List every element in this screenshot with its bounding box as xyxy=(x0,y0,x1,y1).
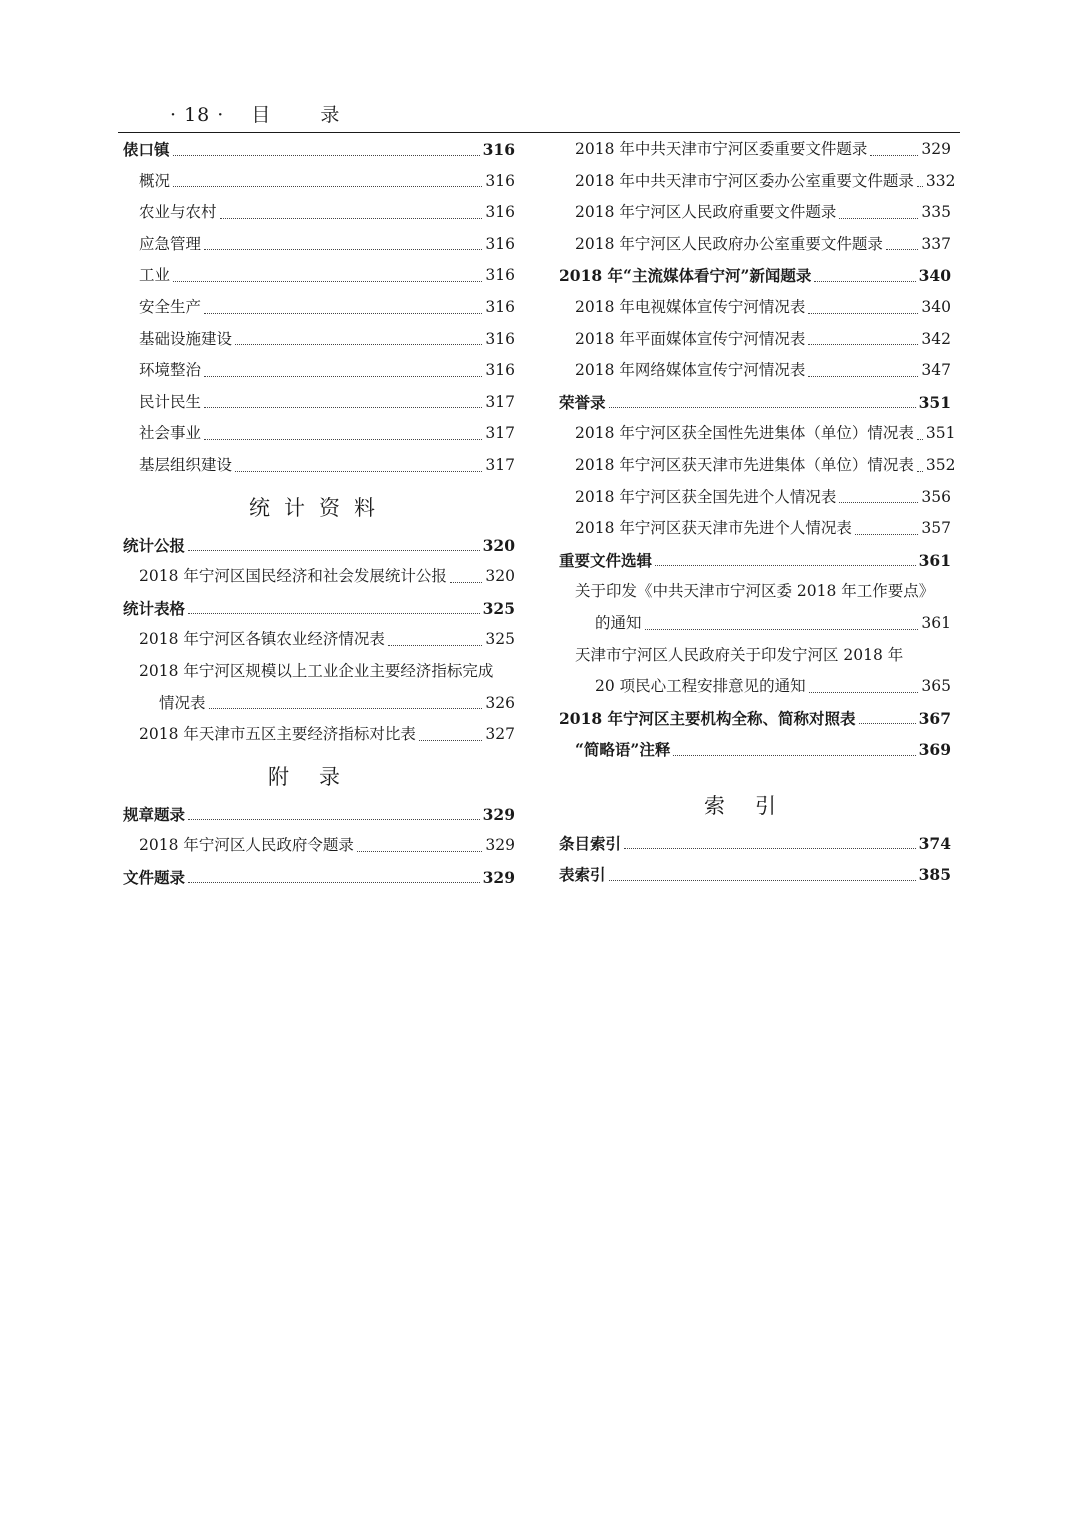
toc-entry[interactable]: 2018 年宁河区各镇农业经济情况表 325 xyxy=(139,630,515,649)
toc-entry[interactable]: 工业 316 xyxy=(139,266,515,285)
toc-entry[interactable]: 2018 年天津市五区主要经济指标对比表 327 xyxy=(139,725,515,744)
toc-entry[interactable]: 2018 年宁河区获天津市先进集体（单位）情况表 352 xyxy=(575,455,956,474)
page-title: 目 录 xyxy=(251,104,362,126)
toc-entry[interactable]: 环境整治 316 xyxy=(139,361,515,380)
toc-entry[interactable]: 2018 年中共天津市宁河区委重要文件题录 329 xyxy=(575,140,951,158)
toc-entry[interactable]: 2018 年宁河区获全国性先进集体（单位）情况表 351 xyxy=(575,424,956,443)
toc-entry[interactable]: 条目索引 374 xyxy=(559,833,951,853)
toc-entry[interactable]: “简略语”注释 369 xyxy=(575,740,951,760)
toc-entry[interactable]: 2018 年“主流媒体看宁河”新闻题录 340 xyxy=(559,266,951,286)
section-heading-index: 索引 xyxy=(704,793,806,818)
toc-entry[interactable]: 的通知 361 xyxy=(595,613,951,632)
header-rule xyxy=(118,132,960,133)
toc-entry[interactable]: 2018 年宁河区主要机构全称、简称对照表 367 xyxy=(559,708,951,728)
toc-entry[interactable]: 基础设施建设 316 xyxy=(139,329,515,348)
toc-entry[interactable]: 统计公报 320 xyxy=(123,535,515,555)
toc-entry[interactable]: 2018 年宁河区国民经济和社会发展统计公报 320 xyxy=(139,567,515,586)
toc-entry[interactable]: 社会事业 317 xyxy=(139,424,515,443)
section-heading-statistics: 统计资料 xyxy=(249,495,389,520)
toc-entry[interactable]: 2018 年网络媒体宣传宁河情况表 347 xyxy=(575,361,951,380)
toc-entry[interactable]: 概况 316 xyxy=(139,171,515,190)
toc-entry[interactable]: 2018 年中共天津市宁河区委办公室重要文件题录 332 xyxy=(575,171,956,190)
toc-entry[interactable]: 2018 年宁河区人民政府办公室重要文件题录 337 xyxy=(575,234,951,253)
toc-entry[interactable]: 20 项民心工程安排意见的通知 365 xyxy=(595,677,951,696)
toc-entry[interactable]: 2018 年电视媒体宣传宁河情况表 340 xyxy=(575,297,951,316)
section-heading-appendix: 附录 xyxy=(268,764,370,789)
toc-entry[interactable]: 农业与农村 316 xyxy=(139,203,515,222)
page-number: · 18 · xyxy=(170,104,225,126)
toc-entry-line[interactable]: 2018 年宁河区规模以上工业企业主要经济指标完成 xyxy=(139,661,494,680)
toc-entry[interactable]: 情况表 326 xyxy=(159,693,515,712)
toc-entry-line[interactable]: 天津市宁河区人民政府关于印发宁河区 2018 年 xyxy=(575,645,904,664)
toc-entry-line[interactable]: 关于印发《中共天津市宁河区委 2018 年工作要点》 xyxy=(575,582,935,601)
toc-entry[interactable]: 应急管理 316 xyxy=(139,234,515,253)
toc-entry[interactable]: 规章题录 329 xyxy=(123,804,515,824)
page-header xyxy=(170,100,361,127)
toc-entry[interactable]: 2018 年宁河区人民政府重要文件题录 335 xyxy=(575,203,951,222)
toc-left-column xyxy=(123,134,515,893)
toc-entry[interactable]: 2018 年宁河区获全国先进个人情况表 356 xyxy=(575,487,951,506)
toc-entry[interactable]: 2018 年宁河区人民政府令题录 329 xyxy=(139,836,515,855)
toc-right-column xyxy=(559,134,956,891)
toc-entry[interactable]: 安全生产 316 xyxy=(139,297,515,316)
toc-entry[interactable]: 文件题录 329 xyxy=(123,867,515,887)
toc-entry[interactable]: 表索引 385 xyxy=(559,865,951,885)
toc-entry[interactable]: 重要文件选辑 361 xyxy=(559,550,951,570)
toc-entry[interactable]: 2018 年平面媒体宣传宁河情况表 342 xyxy=(575,329,951,348)
toc-entry[interactable]: 2018 年宁河区获天津市先进个人情况表 357 xyxy=(575,519,951,538)
toc-entry[interactable]: 荣誉录 351 xyxy=(559,392,951,412)
toc-entry[interactable]: 民计民生 317 xyxy=(139,392,515,411)
toc-entry[interactable]: 俵口镇 316 xyxy=(123,140,515,159)
toc-entry[interactable]: 统计表格 325 xyxy=(123,598,515,618)
toc-entry[interactable]: 基层组织建设 317 xyxy=(139,455,515,474)
